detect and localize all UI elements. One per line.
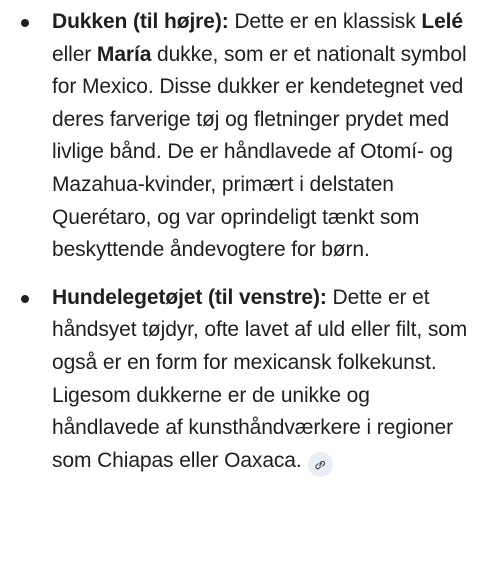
bullet-dot [21, 295, 29, 303]
bullet-list [0, 6, 494, 477]
item-text: dukke, som er et nationalt symbol for Mexico. Disse dukker er kendetegnet ved deres farverige tøj og fletninger prydet med livlige bånd. De er håndlavede af Otomí- og Mazahua-kvinder, primært i delstaten Querétaro, og var oprindeligt tænkt som beskyttende åndevogtere for børn. [52, 42, 467, 262]
item-title: Dukken (til højre): [52, 10, 229, 33]
item-title: Hundelegetøjet (til venstre): [52, 285, 327, 309]
item-text: Dette er et håndsyet tøjdyr, ofte lavet af uld eller filt, som også er en form for mexicansk folkekunst. Ligesom dukkerne er de unikke og håndlavede af kunsthåndværkere i regioner som Chiapas eller Oaxaca. [52, 285, 468, 472]
item-text: Dette er en klassisk [228, 10, 422, 33]
item-bold-term: María [96, 42, 152, 66]
list-item-dog-toy [0, 282, 494, 478]
source-link-button[interactable] [308, 452, 333, 477]
item-text: eller [52, 42, 97, 66]
item-bold-term: Lelé [421, 10, 463, 33]
link-icon [313, 458, 327, 472]
list-item-doll [0, 6, 494, 267]
response-content [0, 6, 494, 477]
bullet-dot [21, 19, 29, 27]
